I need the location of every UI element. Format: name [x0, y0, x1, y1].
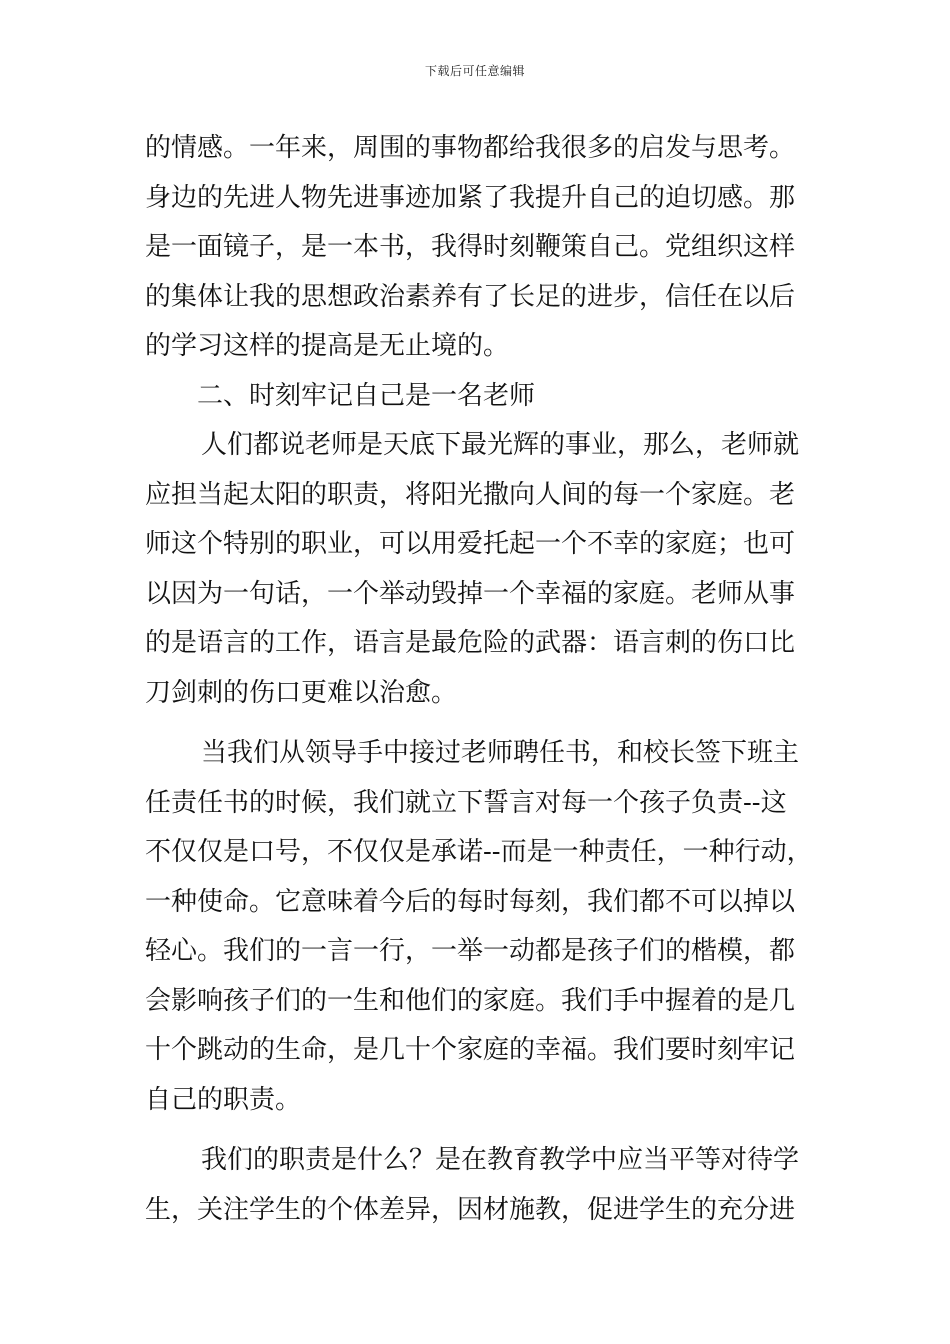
text-line: 的情感。一年来，周围的事物都给我很多的启发与思考。: [145, 133, 796, 163]
page-header: 下载后可任意编辑: [424, 64, 525, 78]
text-line: 的集体让我的思想政治素养有了长足的进步，信任在以后: [145, 281, 796, 312]
text-line: 身边的先进人物先进事迹加紧了我提升自己的迫切感。那: [145, 182, 796, 213]
text-line: 的学习这样的提高是无止境的。: [145, 331, 510, 361]
text-line: 我们的职责是什么？是在教育教学中应当平等对待学: [201, 1145, 800, 1175]
text-line: 以因为一句话，一个举动毁掉一个幸福的家庭。老师从事: [145, 578, 796, 609]
text-line: 一种使命。它意味着今后的每时每刻，我们都不可以掉以: [145, 886, 796, 917]
text-line: 会影响孩子们的一生和他们的家庭。我们手中握着的是几: [145, 985, 796, 1016]
paragraph: [145, 124, 815, 372]
text-line: 生，关注学生的个体差异，因材施教，促进学生的充分进: [145, 1194, 796, 1225]
text-line: 师这个特别的职业，可以用爱托起一个不幸的家庭；也可: [145, 529, 796, 559]
section-heading: [145, 372, 815, 422]
text-line: 人们都说老师是天底下最光辉的事业，那么，老师就: [201, 430, 800, 460]
text-line: 轻心。我们的一言一行，一举一动都是孩子们的楷模，都: [145, 936, 796, 966]
paragraph: [145, 1136, 815, 1235]
text-line: 应担当起太阳的职责，将阳光撒向人间的每一个家庭。老: [145, 479, 796, 510]
text-line: 是一面镜子，是一本书，我得时刻鞭策自己。党组织这样: [145, 232, 796, 262]
text-line: 当我们从领导手中接过老师聘任书，和校长签下班主: [201, 738, 800, 768]
text-line: 任责任书的时候，我们就立下誓言对每一个孩子负责--这: [145, 787, 787, 818]
document-body: [145, 124, 815, 1235]
text-line: 不仅仅是口号，不仅仅是承诺--而是一种责任，一种行动，: [145, 837, 813, 867]
heading-text: 二、时刻牢记自己是一名老师: [197, 380, 536, 411]
text-line: 自己的职责。: [145, 1084, 302, 1115]
paragraph: [145, 729, 815, 1125]
text-line: 刀剑刺的伤口更难以治愈。: [145, 677, 458, 708]
paragraph: [145, 421, 815, 718]
text-line: 的是语言的工作，语言是最危险的武器：语言刺的伤口比: [145, 628, 796, 658]
paragraph-gap: [145, 718, 815, 729]
text-line: 十个跳动的生命，是几十个家庭的幸福。我们要时刻牢记: [145, 1035, 796, 1065]
paragraph-gap: [145, 1125, 815, 1136]
